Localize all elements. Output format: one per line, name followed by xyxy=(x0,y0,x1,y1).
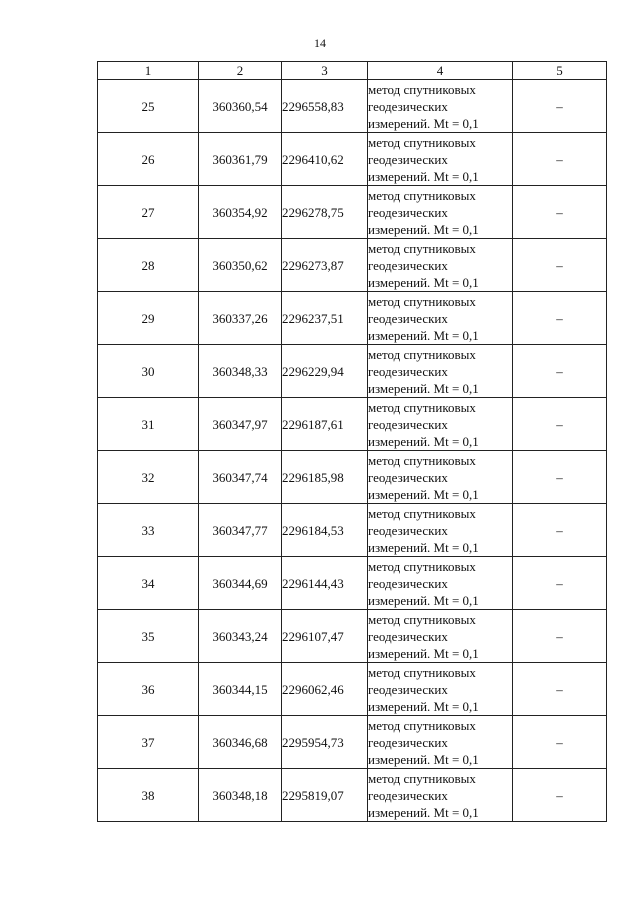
method-line: метод спутниковых xyxy=(368,717,476,733)
point-number: 30 xyxy=(98,345,199,398)
table-row xyxy=(98,769,607,822)
method-description xyxy=(368,451,513,504)
point-number: 26 xyxy=(98,133,199,186)
method-line: измерений. Mt = 0,1 xyxy=(368,804,479,820)
table-row xyxy=(98,345,607,398)
point-number: 28 xyxy=(98,239,199,292)
note-dash: – xyxy=(513,557,607,610)
coordinates-table xyxy=(97,61,607,822)
table-row xyxy=(98,504,607,557)
point-number: 34 xyxy=(98,557,199,610)
note-dash: – xyxy=(513,610,607,663)
method-line: метод спутниковых xyxy=(368,134,476,150)
table-row xyxy=(98,557,607,610)
method-line: геодезических xyxy=(368,98,448,114)
method-line: метод спутниковых xyxy=(368,399,476,415)
method-description xyxy=(368,186,513,239)
point-number: 33 xyxy=(98,504,199,557)
method-description xyxy=(368,663,513,716)
coordinate-y: 2296273,87 xyxy=(282,239,368,292)
method-description xyxy=(368,292,513,345)
table-row xyxy=(98,716,607,769)
method-line: измерений. Mt = 0,1 xyxy=(368,274,479,290)
table-row xyxy=(98,451,607,504)
coordinate-x: 360354,92 xyxy=(199,186,282,239)
method-line: геодезических xyxy=(368,575,448,591)
header-col-3: 3 xyxy=(282,62,368,80)
table-row xyxy=(98,133,607,186)
method-line: геодезических xyxy=(368,681,448,697)
method-line: геодезических xyxy=(368,257,448,273)
method-line: измерений. Mt = 0,1 xyxy=(368,168,479,184)
method-line: измерений. Mt = 0,1 xyxy=(368,486,479,502)
coordinate-y: 2296107,47 xyxy=(282,610,368,663)
method-line: метод спутниковых xyxy=(368,558,476,574)
method-line: геодезических xyxy=(368,363,448,379)
table-row xyxy=(98,663,607,716)
method-description xyxy=(368,345,513,398)
header-row xyxy=(98,62,607,80)
coordinate-y: 2296062,46 xyxy=(282,663,368,716)
note-dash: – xyxy=(513,504,607,557)
point-number: 29 xyxy=(98,292,199,345)
method-line: измерений. Mt = 0,1 xyxy=(368,645,479,661)
coordinate-x: 360347,97 xyxy=(199,398,282,451)
coordinate-x: 360348,18 xyxy=(199,769,282,822)
note-dash: – xyxy=(513,239,607,292)
note-dash: – xyxy=(513,398,607,451)
point-number: 27 xyxy=(98,186,199,239)
note-dash: – xyxy=(513,133,607,186)
coordinate-y: 2296237,51 xyxy=(282,292,368,345)
point-number: 35 xyxy=(98,610,199,663)
method-line: измерений. Mt = 0,1 xyxy=(368,327,479,343)
method-description xyxy=(368,239,513,292)
table-row xyxy=(98,398,607,451)
note-dash: – xyxy=(513,292,607,345)
header-col-2: 2 xyxy=(199,62,282,80)
coordinate-x: 360343,24 xyxy=(199,610,282,663)
point-number: 25 xyxy=(98,80,199,133)
note-dash: – xyxy=(513,769,607,822)
method-description xyxy=(368,80,513,133)
table-row xyxy=(98,292,607,345)
coordinate-y: 2296229,94 xyxy=(282,345,368,398)
point-number: 36 xyxy=(98,663,199,716)
table-row xyxy=(98,610,607,663)
method-line: метод спутниковых xyxy=(368,293,476,309)
point-number: 31 xyxy=(98,398,199,451)
coordinate-y: 2296144,43 xyxy=(282,557,368,610)
method-line: метод спутниковых xyxy=(368,240,476,256)
header-col-1: 1 xyxy=(98,62,199,80)
method-description xyxy=(368,504,513,557)
method-line: метод спутниковых xyxy=(368,611,476,627)
method-line: геодезических xyxy=(368,734,448,750)
method-line: измерений. Mt = 0,1 xyxy=(368,539,479,555)
table-header xyxy=(98,62,607,80)
note-dash: – xyxy=(513,663,607,716)
point-number: 32 xyxy=(98,451,199,504)
coordinate-y: 2296187,61 xyxy=(282,398,368,451)
coordinate-y: 2295954,73 xyxy=(282,716,368,769)
coordinate-x: 360350,62 xyxy=(199,239,282,292)
coordinate-y: 2296278,75 xyxy=(282,186,368,239)
method-description xyxy=(368,398,513,451)
method-line: метод спутниковых xyxy=(368,346,476,362)
method-line: геодезических xyxy=(368,522,448,538)
method-line: измерений. Mt = 0,1 xyxy=(368,221,479,237)
coordinate-x: 360361,79 xyxy=(199,133,282,186)
method-description xyxy=(368,769,513,822)
note-dash: – xyxy=(513,186,607,239)
method-line: метод спутниковых xyxy=(368,452,476,468)
point-number: 37 xyxy=(98,716,199,769)
table-row xyxy=(98,80,607,133)
table-row xyxy=(98,239,607,292)
method-line: геодезических xyxy=(368,151,448,167)
method-line: метод спутниковых xyxy=(368,505,476,521)
method-line: метод спутниковых xyxy=(368,664,476,680)
note-dash: – xyxy=(513,451,607,504)
coordinate-x: 360337,26 xyxy=(199,292,282,345)
method-description xyxy=(368,610,513,663)
coordinate-y: 2296184,53 xyxy=(282,504,368,557)
table-body xyxy=(98,80,607,822)
method-line: измерений. Mt = 0,1 xyxy=(368,751,479,767)
table-row xyxy=(98,186,607,239)
method-line: метод спутниковых xyxy=(368,187,476,203)
method-line: измерений. Mt = 0,1 xyxy=(368,380,479,396)
coordinate-x: 360347,77 xyxy=(199,504,282,557)
note-dash: – xyxy=(513,80,607,133)
method-line: измерений. Mt = 0,1 xyxy=(368,592,479,608)
method-description xyxy=(368,557,513,610)
note-dash: – xyxy=(513,716,607,769)
method-line: геодезических xyxy=(368,787,448,803)
method-line: измерений. Mt = 0,1 xyxy=(368,433,479,449)
coordinate-x: 360344,15 xyxy=(199,663,282,716)
method-line: измерений. Mt = 0,1 xyxy=(368,698,479,714)
coordinate-x: 360348,33 xyxy=(199,345,282,398)
method-line: геодезических xyxy=(368,204,448,220)
header-col-4: 4 xyxy=(368,62,513,80)
method-line: геодезических xyxy=(368,416,448,432)
coordinate-x: 360346,68 xyxy=(199,716,282,769)
note-dash: – xyxy=(513,345,607,398)
method-line: геодезических xyxy=(368,628,448,644)
coordinate-x: 360347,74 xyxy=(199,451,282,504)
method-line: геодезических xyxy=(368,469,448,485)
coordinate-y: 2295819,07 xyxy=(282,769,368,822)
method-line: геодезических xyxy=(368,310,448,326)
point-number: 38 xyxy=(98,769,199,822)
method-line: метод спутниковых xyxy=(368,770,476,786)
coordinate-y: 2296410,62 xyxy=(282,133,368,186)
method-description xyxy=(368,716,513,769)
header-col-5: 5 xyxy=(513,62,607,80)
coordinate-x: 360360,54 xyxy=(199,80,282,133)
coordinate-x: 360344,69 xyxy=(199,557,282,610)
method-line: измерений. Mt = 0,1 xyxy=(368,115,479,131)
method-line: метод спутниковых xyxy=(368,81,476,97)
method-description xyxy=(368,133,513,186)
coordinate-y: 2296185,98 xyxy=(282,451,368,504)
page-number: 14 xyxy=(314,36,326,50)
coordinate-y: 2296558,83 xyxy=(282,80,368,133)
